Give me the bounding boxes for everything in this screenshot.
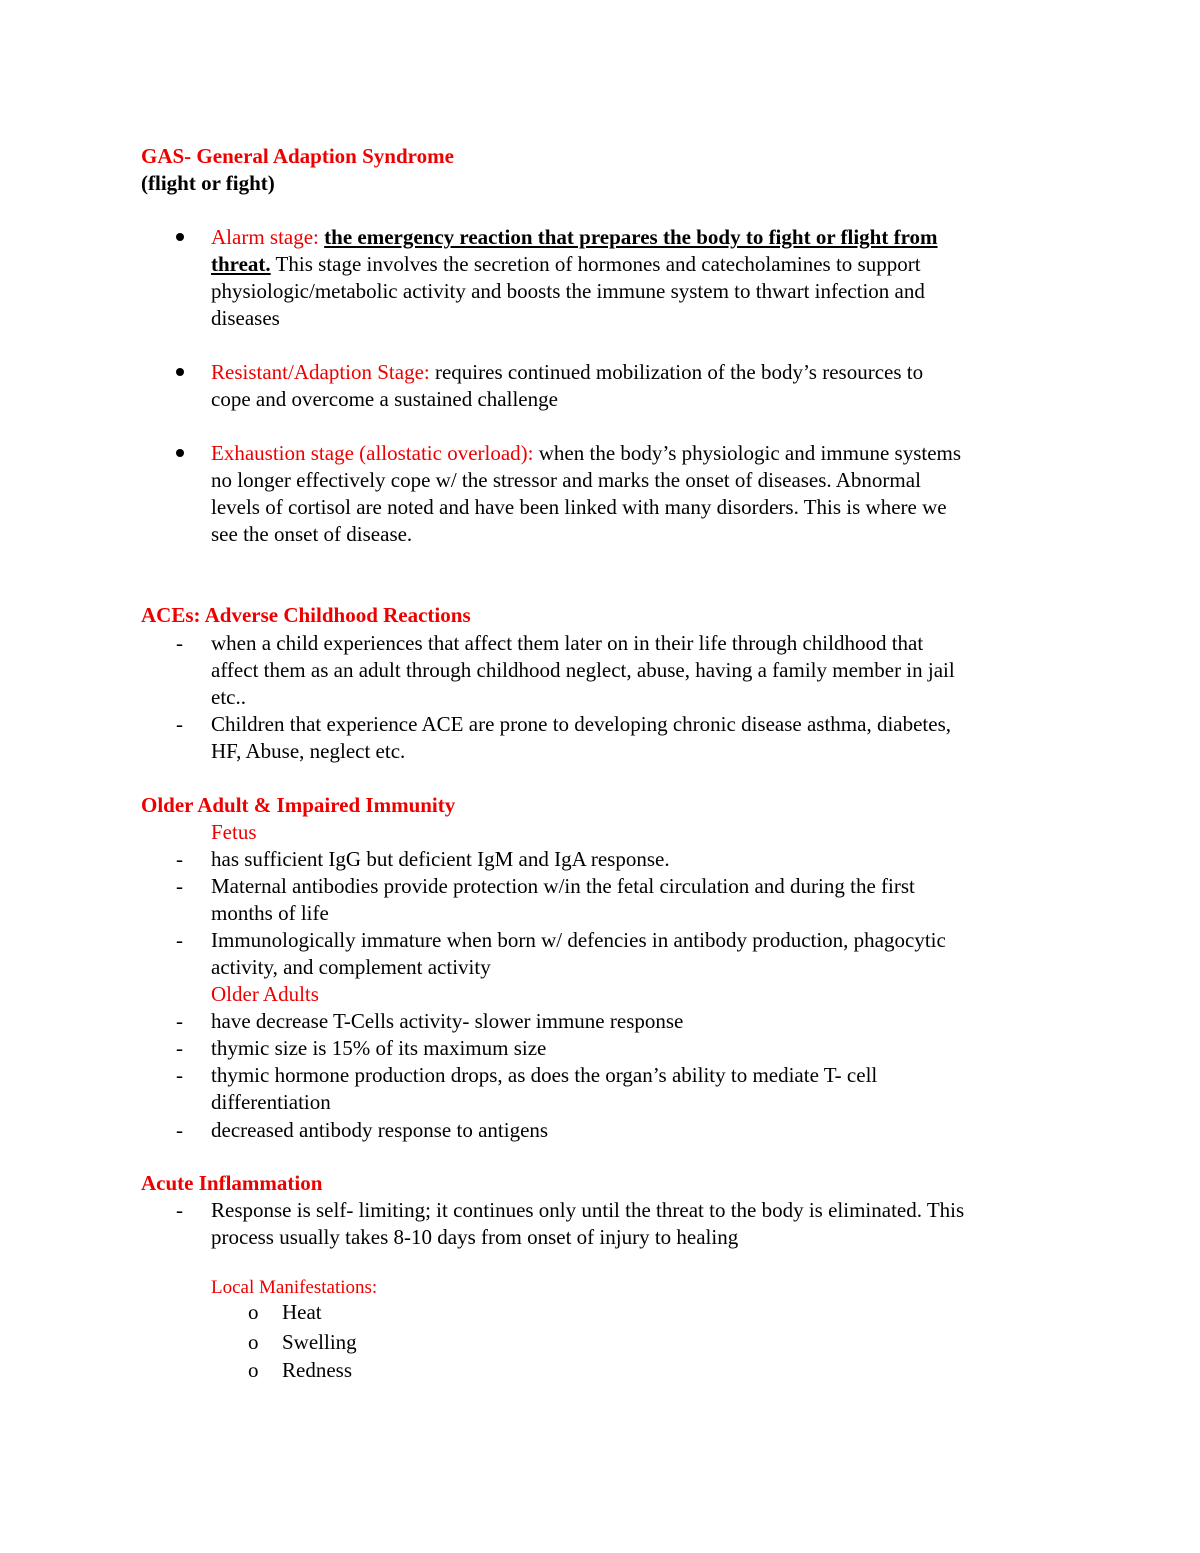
fetus-item-3-line-2: activity, and complement activity [211, 955, 491, 979]
acute-item-1-line-2: process usually takes 8-10 days from onset of injury to healing [211, 1225, 739, 1249]
circle-bullet-icon: o [248, 1330, 259, 1354]
fetus-item-1: has sufficient IgG but deficient IgM and IgA response. [211, 847, 670, 871]
dash-marker: - [176, 928, 183, 952]
alarm-label: Alarm stage: [211, 225, 325, 249]
alarm-line-1 [211, 224, 938, 251]
dash-marker: - [176, 631, 183, 655]
fetus-item-3-line-1: Immunologically immature when born w/ defencies in antibody production, phagocytic [211, 928, 946, 952]
bullet-icon [176, 233, 184, 241]
adults-item-1: have decrease T-Cells activity- slower immune response [211, 1009, 684, 1033]
adults-item-4: decreased antibody response to antigens [211, 1118, 549, 1142]
dash-marker: - [176, 1198, 183, 1222]
resistant-label: Resistant/Adaption Stage: [211, 360, 435, 384]
aces-item-1-line-3: etc.. [211, 685, 246, 709]
exhaustion-line-3: levels of cortisol are noted and have been linked with many disorders. This is where we [211, 495, 947, 519]
adults-item-2: thymic size is 15% of its maximum size [211, 1036, 547, 1060]
dash-marker: - [176, 1009, 183, 1033]
alarm-rest-1: This stage involves the secretion of hormones and catecholamines to support [270, 252, 921, 276]
aces-heading: ACEs: Adverse Childhood Reactions [141, 603, 471, 627]
bullet-icon [176, 368, 184, 376]
alarm-bold-1: the emergency reaction that prepares the body to fight or flight from [324, 225, 938, 249]
exhaustion-line-1 [211, 440, 961, 467]
dash-marker: - [176, 712, 183, 736]
alarm-line-4: diseases [211, 306, 280, 330]
manifestation-item: Swelling [282, 1330, 357, 1354]
older-adults-label: Older Adults [211, 982, 319, 1006]
exhaustion-rest-1: when the body’s physiologic and immune systems [538, 441, 962, 465]
dash-marker: - [176, 1036, 183, 1060]
acute-item-1-line-1: Response is self- limiting; it continues only until the threat to the body is eliminated. This [211, 1198, 965, 1222]
fetus-item-2-line-1: Maternal antibodies provide protection w/in the fetal circulation and during the first [211, 874, 915, 898]
dash-marker: - [176, 1063, 183, 1087]
gas-subtitle: (flight or fight) [141, 171, 275, 195]
circle-bullet-icon: o [248, 1300, 259, 1324]
adults-item-3-line-1: thymic hormone production drops, as does the organ’s ability to mediate T- cell [211, 1063, 878, 1087]
acute-heading: Acute Inflammation [141, 1171, 323, 1195]
adults-item-3-line-2: differentiation [211, 1090, 331, 1114]
aces-item-2-line-1: Children that experience ACE are prone to developing chronic disease asthma, diabetes, [211, 712, 951, 736]
alarm-bold-2: threat. [211, 252, 271, 276]
exhaustion-line-2: no longer effectively cope w/ the stressor and marks the onset of diseases. Abnormal [211, 468, 921, 492]
circle-bullet-icon: o [248, 1358, 259, 1382]
older-heading: Older Adult & Impaired Immunity [141, 793, 456, 817]
alarm-line-2 [211, 251, 921, 278]
fetus-label: Fetus [211, 820, 257, 844]
dash-marker: - [176, 874, 183, 898]
dash-marker: - [176, 847, 183, 871]
fetus-item-2-line-2: months of life [211, 901, 329, 925]
aces-item-2-line-2: HF, Abuse, neglect etc. [211, 739, 406, 763]
dash-marker: - [176, 1118, 183, 1142]
manifestation-item: Heat [282, 1300, 322, 1324]
bullet-icon [176, 449, 184, 457]
manifestation-item: Redness [282, 1358, 352, 1382]
resistant-line-1 [211, 359, 923, 386]
exhaustion-line-4: see the onset of disease. [211, 522, 413, 546]
resistant-line-2: cope and overcome a sustained challenge [211, 387, 558, 411]
aces-item-1-line-2: affect them as an adult through childhood neglect, abuse, having a family member in jail [211, 658, 955, 682]
resistant-rest-1: requires continued mobilization of the body’s resources to [434, 360, 924, 384]
exhaustion-label: Exhaustion stage (allostatic overload): [211, 441, 539, 465]
aces-item-1-line-1: when a child experiences that affect them later on in their life through childhood that [211, 631, 924, 655]
gas-heading: GAS- General Adaption Syndrome [141, 144, 454, 168]
local-manifestations-label: Local Manifestations: [211, 1277, 378, 1298]
alarm-line-3: physiologic/metabolic activity and boosts the immune system to thwart infection and [211, 279, 925, 303]
